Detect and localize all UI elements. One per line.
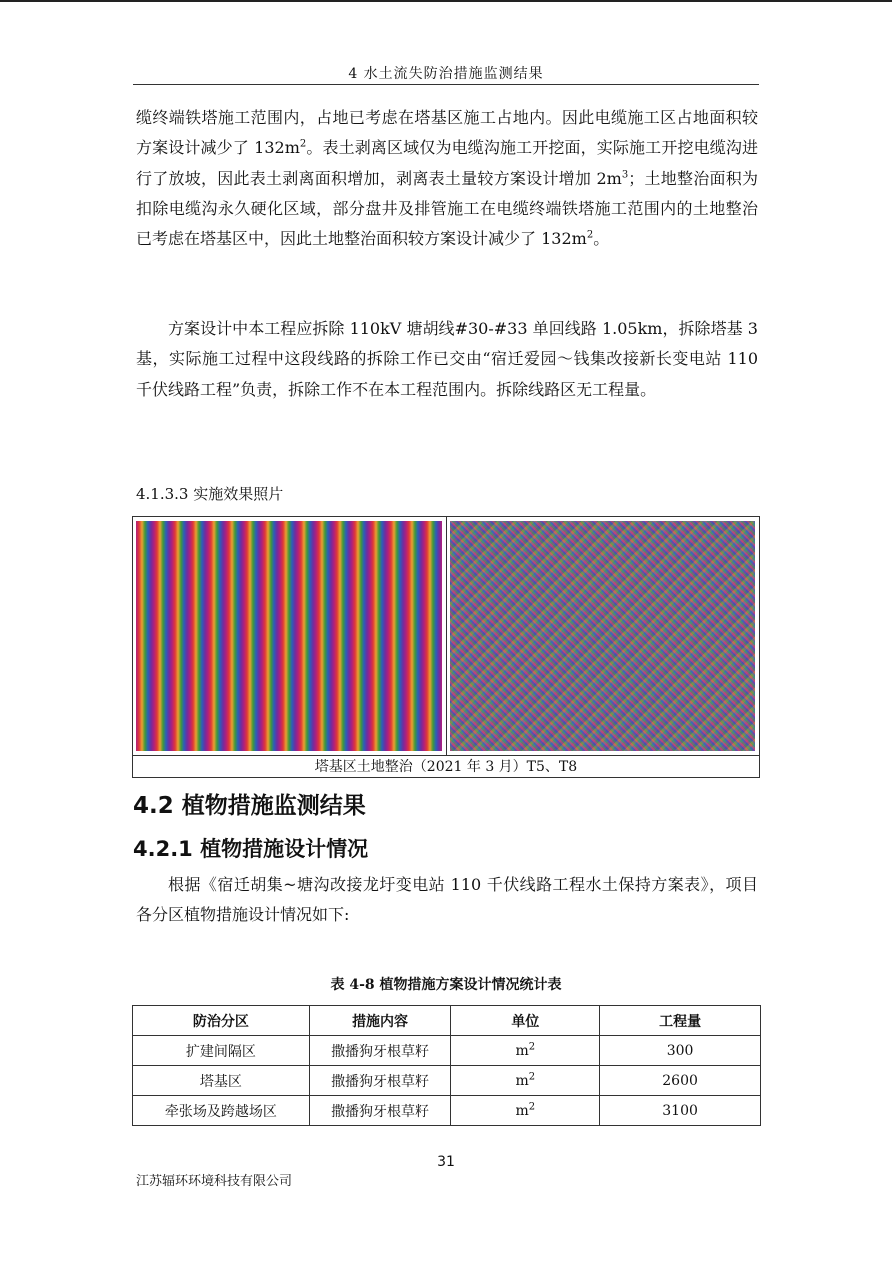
table-header-qty: 工程量	[600, 1006, 761, 1036]
paragraph-1	[136, 103, 758, 254]
table-header-measure: 措施内容	[309, 1006, 451, 1036]
header-divider	[133, 84, 759, 85]
running-header: 4 水土流失防治措施监测结果	[348, 66, 544, 82]
photo-caption-divider	[133, 755, 759, 756]
superscript-2: 2	[299, 138, 307, 150]
paragraph-3-text: 根据《宿迁胡集~塘沟改接龙圩变电站 110 千伏线路工程水土保持方案表》，项目各分区植物措施设计情况如下:	[136, 875, 758, 925]
table-header-zone: 防治分区	[133, 1006, 310, 1036]
plant-measures-table	[132, 1005, 761, 1126]
superscript-2b: 2	[586, 229, 594, 241]
unit-text: m	[515, 1102, 529, 1119]
table-cell-qty: 300	[600, 1036, 761, 1066]
unit-text: m	[515, 1042, 529, 1059]
table-cell-unit	[451, 1036, 600, 1066]
table-cell-qty: 3100	[600, 1096, 761, 1126]
section-caption: 4.1.3.3 实施效果照片	[136, 485, 284, 503]
paragraph-1-part-b: 。表土剥离区域仅为电缆沟施工开挖面，实际施工开挖电缆沟进行了放坡，因此表土剥离面积增加，剥离表土量较方案设计增加 2m	[136, 138, 758, 188]
photo-t5-image	[136, 521, 442, 751]
paragraph-3	[136, 870, 758, 931]
table-cell-zone: 塔基区	[133, 1066, 310, 1096]
unit-superscript: 2	[528, 1100, 536, 1112]
footer-company: 江苏辐环环境科技有限公司	[136, 1174, 293, 1189]
table-cell-measure: 撒播狗牙根草籽	[309, 1096, 451, 1126]
photo-figure	[132, 516, 760, 778]
table-cell-zone: 牵张场及跨越场区	[133, 1096, 310, 1126]
table-cell-measure: 撒播狗牙根草籽	[309, 1036, 451, 1066]
unit-superscript: 2	[528, 1070, 536, 1082]
table-cell-unit	[451, 1096, 600, 1126]
photo-divider	[446, 517, 447, 755]
table-header-unit: 单位	[451, 1006, 600, 1036]
table-cell-qty: 2600	[600, 1066, 761, 1096]
photo-t8-image	[450, 521, 755, 751]
photo-caption: 塔基区土地整治（2021 年 3 月）T5、T8	[314, 759, 578, 775]
paragraph-1-part-a: 缆终端铁塔施工范围内，占地已考虑在塔基区施工占地内。因此电缆施工区占地面积较方案设计减少了 132m	[136, 108, 758, 158]
table-row	[133, 1096, 761, 1126]
paragraph-2-text: 方案设计中本工程应拆除 110kV 塘胡线#30-#33 单回线路 1.05km，拆除塔基 3 基，实际施工过程中这段线路的拆除工作已交由“宿迁爱园～钱集改接新长变电站 110 千伏线路工程”负责，拆除工作不在本工程范围内。拆除线路区无工程量。	[136, 319, 758, 399]
table-header-row	[133, 1006, 761, 1036]
superscript-3: 3	[621, 169, 629, 181]
unit-superscript: 2	[528, 1040, 536, 1052]
unit-text: m	[515, 1072, 529, 1089]
paragraph-2	[136, 314, 758, 405]
table-cell-zone: 扩建间隔区	[133, 1036, 310, 1066]
table-cell-measure: 撒播狗牙根草籽	[309, 1066, 451, 1096]
paragraph-1-part-d: 。	[593, 229, 610, 249]
section-heading-4-2: 4.2 植物措施监测结果	[133, 793, 366, 819]
table-row	[133, 1036, 761, 1066]
table-cell-unit	[451, 1066, 600, 1096]
page-number: 31	[437, 1154, 455, 1170]
section-heading-4-2-1: 4.2.1 植物措施设计情况	[133, 837, 369, 861]
table-row	[133, 1066, 761, 1096]
table-title: 表 4-8 植物措施方案设计情况统计表	[330, 977, 562, 993]
paragraph-1-text	[136, 103, 758, 254]
paragraph-1-part-c: ；土地整治面积为扣除电缆沟永久硬化区域，部分盘井及排管施工在电缆终端铁塔施工范围内的土地整治已考虑在塔基区中，因此土地整治面积较方案设计减少了 132m	[136, 168, 758, 249]
page-top-border	[0, 0, 892, 2]
